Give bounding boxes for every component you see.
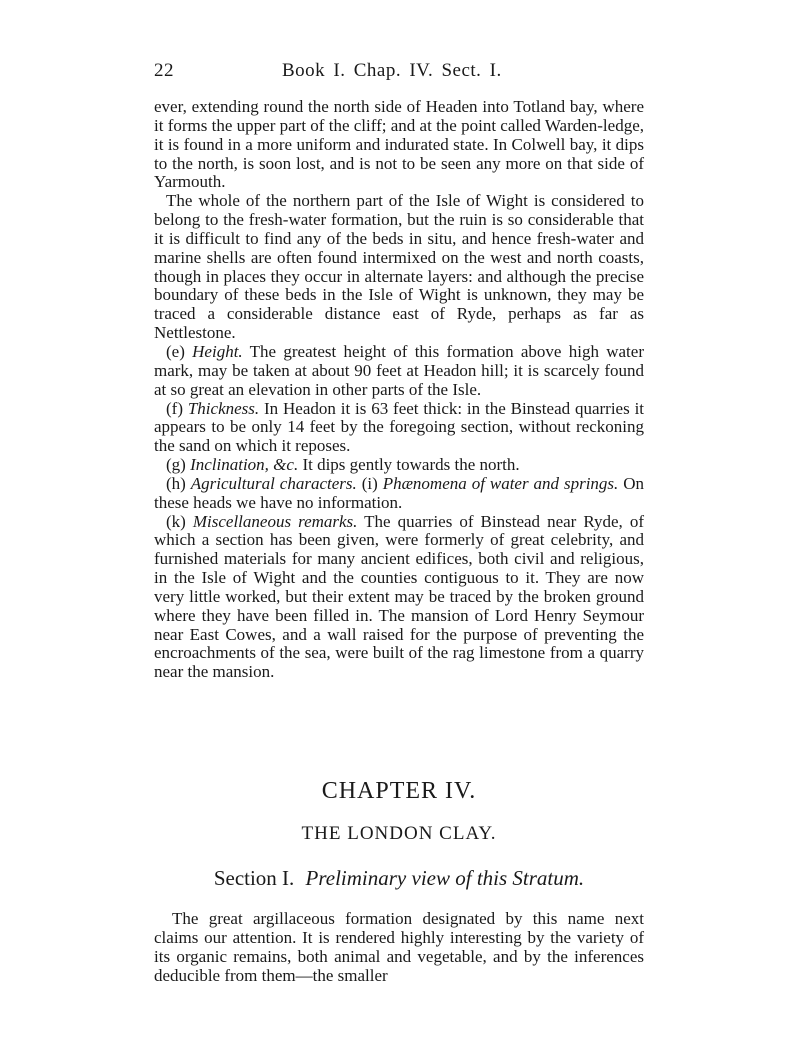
- running-head: Book I. Chap. IV. Sect. I.: [282, 60, 502, 81]
- item-text: It dips gently towards the north.: [298, 455, 520, 475]
- item-text: The greatest height of this formation above high water mark, may be taken at about 90 feet at Headon hill; it is scarcely found at so great an elevation in other parts of the Isle.: [154, 341, 644, 399]
- paragraph-height: [154, 343, 644, 400]
- chapter-title: THE LONDON CLAY.: [301, 823, 497, 844]
- section-heading: [154, 866, 644, 891]
- page-number: 22: [154, 60, 174, 81]
- body-text: [154, 98, 644, 682]
- item-heading: Inclination, &c.: [190, 455, 299, 475]
- item-label: (k): [166, 511, 186, 531]
- item-label: (f): [166, 398, 183, 418]
- item-label-2: (i): [356, 473, 383, 493]
- paragraph-thickness: [154, 400, 644, 457]
- item-heading: Thickness.: [187, 398, 260, 418]
- paragraph: ever, extending round the north side of Headen into Totland bay, where it forms the upper part of the cliff; and at the point called Warden-ledge, it is found in a more uniform and indurated state. In Colwell bay, it dips to the north, is soon lost, and is not to be seen any more on that side of Yarmouth.: [154, 97, 644, 192]
- chapter-heading: CHAPTER IV.: [321, 778, 477, 804]
- item-label: (g): [166, 455, 186, 475]
- item-heading: Agricultural characters.: [190, 473, 357, 493]
- item-heading: Height.: [192, 341, 243, 361]
- chapter-intro: [154, 909, 644, 985]
- item-text: In Headon it is 63 feet thick: in the Binstead quarries it appears to be only 14 feet by the foregoing section, without reckoning the sand on which it reposes.: [154, 398, 645, 456]
- section-label: Section I.: [213, 866, 295, 890]
- paragraph-miscellaneous: [154, 513, 644, 683]
- paragraph-inclination: [154, 456, 644, 475]
- item-heading: Miscellaneous remarks.: [192, 511, 358, 531]
- paragraph-agricultural: [154, 475, 644, 513]
- item-text: On these heads we have no information.: [154, 473, 645, 512]
- item-label: (e): [166, 341, 185, 361]
- item-heading-2: Phænomena of water and springs.: [382, 473, 619, 493]
- item-text: The quarries of Binstead near Ryde, of which a section has been given, were formerly of great celebrity, and furnished materials for many ancient edifices, both civil and religious, in the Isle of Wight and the counties contiguous to it. They are now very little worked, but their extent may be traced by the broken ground where they have been filled in. The mansion of Lord Henry Seymour near East Cowes, and a wall raised for the purpose of preventing the encroachments of the sea, were built of the rag limestone from a quarry near the mansion.: [154, 511, 644, 682]
- item-label: (h): [166, 473, 186, 493]
- paragraph: The whole of the northern part of the Isle of Wight is considered to belong to the fresh-water formation, but the ruin is so considerable that it is difficult to find any of the beds in situ, and hence fresh-water and marine shells are often found intermixed on the west and north coasts, though in places they occur in alternate layers: and although the precise boundary of these beds in the Isle of Wight is unknown, they may be traced a considerable distance east of Ryde, perhaps as far as Nettlestone.: [154, 191, 644, 343]
- section-title: Preliminary view of this Stratum.: [305, 866, 585, 890]
- paragraph: The great argillaceous formation designated by this name next claims our attention. It is rendered highly interesting by the variety of its organic remains, both animal and vegetable, and by the inferences deducible from them—the smaller: [154, 909, 644, 985]
